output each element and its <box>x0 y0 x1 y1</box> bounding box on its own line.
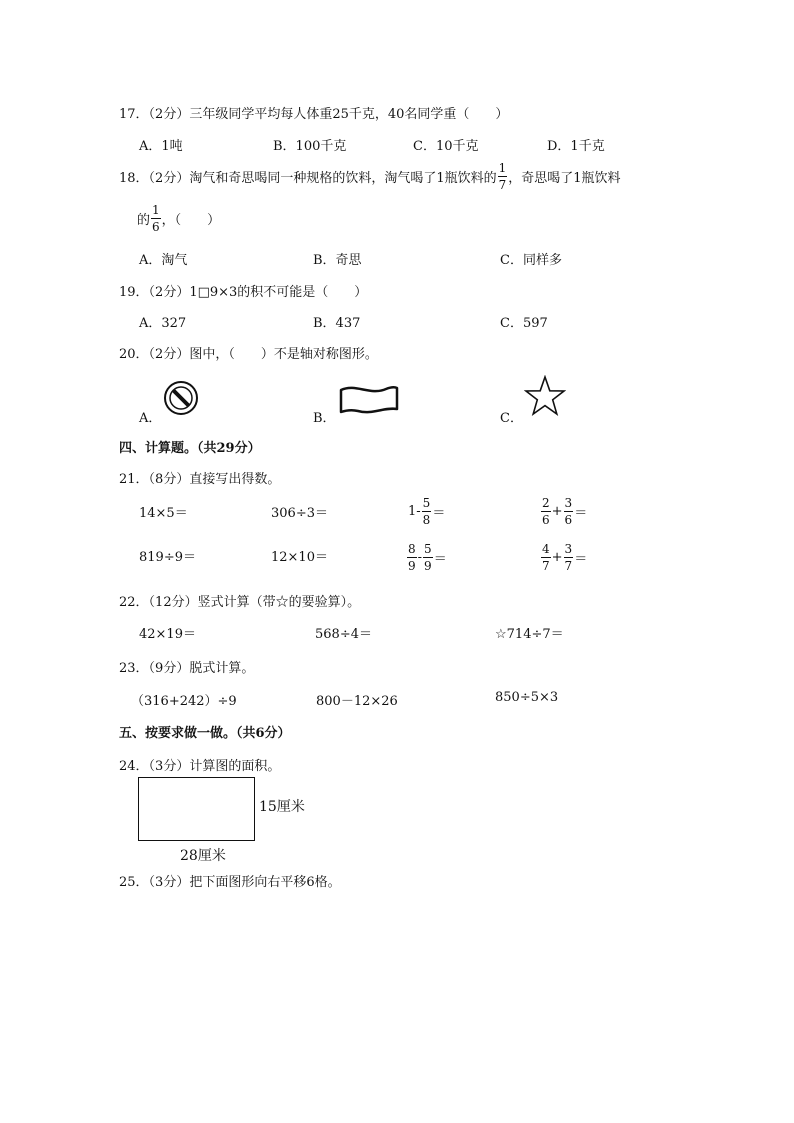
q21-expr-4-den2: 6 <box>564 513 573 527</box>
q19-option-a[interactable]: A．327 <box>139 316 187 331</box>
q21-stem: 21．（8分）直接写出得数。 <box>119 472 281 487</box>
q21-expr-4-op: + <box>551 504 563 519</box>
q21-expr-8-num2: 3 <box>564 542 573 556</box>
q18-fraction-1-num: 1 <box>498 161 507 175</box>
q21-expr-8-op: + <box>551 550 563 565</box>
q18-stem-part1: 18．（2分）淘气和奇思喝同一种规格的饮料，淘气喝了1瓶饮料的 <box>119 171 497 186</box>
rectangle-figure <box>138 777 255 841</box>
q17-option-c[interactable]: C．10千克 <box>413 139 479 154</box>
star-icon <box>524 375 566 417</box>
q21-expr-7-num2: 5 <box>424 542 432 556</box>
q21-expr-4-fraction-1 <box>541 497 551 526</box>
q18-fraction-1-den: 7 <box>498 178 507 192</box>
q18-stem <box>119 162 621 191</box>
q23-item-2: 800－12×26 <box>316 694 398 709</box>
section-5-title: 五、按要求做一做。（共6分） <box>119 726 291 741</box>
q21-expr-6: 12×10＝ <box>271 550 328 565</box>
q21-expr-3-lead: 1- <box>408 504 421 519</box>
q21-expr-4-tail: ＝ <box>574 506 588 521</box>
wavy-flag-icon <box>338 384 400 416</box>
q18-fraction-2 <box>151 204 161 233</box>
q20-option-a[interactable]: A． <box>139 411 162 426</box>
q21-expr-7-fraction-1 <box>407 543 417 572</box>
q21-expr-1: 14×5＝ <box>139 506 188 521</box>
q18-line2-suffix: ，（ ） <box>161 213 221 228</box>
q21-expr-8-den1: 7 <box>542 559 550 573</box>
rectangle-height-label: 15厘米 <box>259 799 305 815</box>
q18-fraction-2-num: 1 <box>152 203 160 217</box>
q18-option-c[interactable]: C．同样多 <box>500 253 562 268</box>
q18-fraction-2-den: 6 <box>152 220 160 234</box>
q25-stem: 25．（3分）把下面图形向右平移6格。 <box>119 875 341 890</box>
q21-expr-3-den: 8 <box>422 513 431 527</box>
q21-expr-8-num1: 4 <box>542 542 550 556</box>
q22-item-1: 42×19＝ <box>139 627 196 642</box>
q21-expr-3-num: 5 <box>422 496 431 510</box>
section-4-title: 四、计算题。（共29分） <box>119 441 261 456</box>
q23-stem: 23．（9分）脱式计算。 <box>119 661 255 676</box>
q21-expr-8-tail: ＝ <box>574 552 588 567</box>
q18-option-a[interactable]: A．淘气 <box>139 253 188 268</box>
q21-expr-4 <box>540 497 587 526</box>
q21-expr-3-tail: ＝ <box>432 506 446 521</box>
q21-expr-7-num1: 8 <box>408 542 416 556</box>
q21-expr-7-tail: ＝ <box>433 552 447 567</box>
q18-option-b[interactable]: B．奇思 <box>313 253 362 268</box>
q20-option-b[interactable]: B． <box>313 411 336 426</box>
q21-expr-8-den2: 7 <box>564 559 573 573</box>
q19-stem: 19．（2分）1□9×3的积不可能是（ ） <box>119 285 368 300</box>
q18-stem-line2 <box>137 204 220 233</box>
q21-expr-7 <box>406 543 447 572</box>
q23-item-1: （316+242）÷9 <box>131 694 237 709</box>
q22-item-2: 568÷4＝ <box>315 627 372 642</box>
q21-expr-7-den1: 9 <box>408 559 416 573</box>
q19-option-b[interactable]: B．437 <box>313 316 361 331</box>
q20-option-c[interactable]: C． <box>500 411 523 426</box>
no-entry-sign-icon <box>162 380 200 416</box>
q18-stem-part2: ，奇思喝了1瓶饮料 <box>508 171 621 186</box>
q21-expr-8-fraction-1 <box>541 543 551 572</box>
q21-expr-4-num2: 3 <box>564 496 573 510</box>
q21-expr-4-fraction-2 <box>564 497 574 526</box>
q17-stem: 17．（2分）三年级同学平均每人体重25千克，40名同学重（ ） <box>119 107 509 122</box>
q22-item-3: ☆714÷7＝ <box>495 627 564 642</box>
q21-expr-8-fraction-2 <box>564 543 574 572</box>
q20-stem: 20．（2分）图中，（ ）不是轴对称图形。 <box>119 347 378 362</box>
q21-expr-2: 306÷3＝ <box>271 506 328 521</box>
q21-expr-3 <box>408 497 445 526</box>
q21-expr-4-num1: 2 <box>542 496 550 510</box>
q21-expr-7-op: - <box>417 550 423 565</box>
q21-expr-7-den2: 9 <box>424 559 432 573</box>
q22-stem: 22．（12分）竖式计算（带☆的要验算）。 <box>119 595 361 610</box>
q17-option-a[interactable]: A．1吨 <box>139 139 183 154</box>
q21-expr-5: 819÷9＝ <box>139 550 196 565</box>
q17-option-d[interactable]: D．1千克 <box>547 139 605 154</box>
q23-item-3: 850÷5×3 <box>495 690 559 705</box>
q18-line2-prefix: 的 <box>137 213 151 228</box>
q21-expr-8 <box>540 543 587 572</box>
q18-fraction-1 <box>498 162 508 191</box>
q21-expr-7-fraction-2 <box>423 543 433 572</box>
q21-expr-4-den1: 6 <box>542 513 550 527</box>
rectangle-width-label: 28厘米 <box>180 848 226 864</box>
q24-stem: 24．（3分）计算图的面积。 <box>119 759 281 774</box>
q21-expr-3-fraction <box>422 497 432 526</box>
q19-option-c[interactable]: C．597 <box>500 316 548 331</box>
q17-option-b[interactable]: B．100千克 <box>273 139 347 154</box>
